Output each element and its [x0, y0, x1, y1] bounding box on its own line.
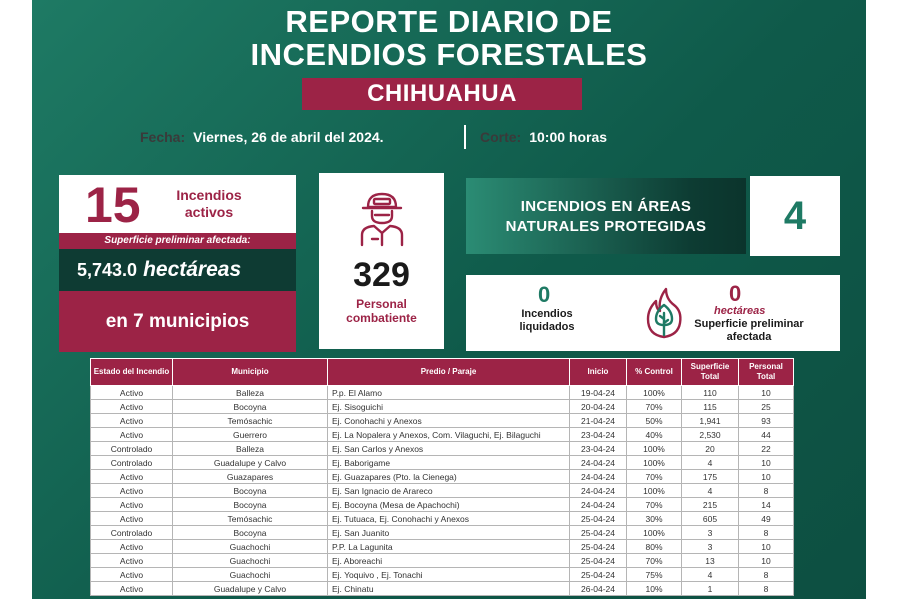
- cell-personnel: 10: [739, 386, 794, 400]
- cell-start: 20-04-24: [570, 400, 627, 414]
- date-separator: [464, 125, 466, 149]
- cut-label: Corte:: [480, 129, 522, 145]
- active-fires-count: 15: [85, 177, 141, 233]
- table-row: [91, 442, 794, 456]
- cell-start: 23-04-24: [570, 428, 627, 442]
- cell-surface: 3: [682, 526, 739, 540]
- cell-personnel: 14: [739, 498, 794, 512]
- cell-surface: 215: [682, 498, 739, 512]
- cell-municipality: Temósachic: [173, 414, 328, 428]
- cell-control: 80%: [627, 540, 682, 554]
- state-name: CHIHUAHUA: [302, 78, 582, 110]
- liquidated-label-line1: Incendios: [521, 308, 573, 320]
- cell-municipality: Guachochi: [173, 554, 328, 568]
- cell-municipality: Balleza: [173, 442, 328, 456]
- cell-control: 10%: [627, 582, 682, 596]
- table-row: [91, 582, 794, 596]
- cell-municipality: Guazapares: [173, 470, 328, 484]
- cell-start: 25-04-24: [570, 526, 627, 540]
- cell-municipality: Balleza: [173, 386, 328, 400]
- cut-line: [480, 127, 607, 147]
- cell-control: 100%: [627, 526, 682, 540]
- col-header-start: Inicio: [570, 359, 627, 386]
- liquidated-label: [506, 308, 588, 334]
- fires-table: [90, 358, 794, 596]
- cell-municipality: Temósachic: [173, 512, 328, 526]
- cell-personnel: 49: [739, 512, 794, 526]
- cell-surface: 4: [682, 568, 739, 582]
- cell-control: 50%: [627, 414, 682, 428]
- firefighter-icon: [358, 189, 406, 247]
- cell-control: 70%: [627, 400, 682, 414]
- cell-surface: 110: [682, 386, 739, 400]
- col-header-control: % Control: [627, 359, 682, 386]
- cell-municipality: Guadalupe y Calvo: [173, 582, 328, 596]
- liquidated-count: 0: [538, 282, 551, 307]
- table-row: [91, 568, 794, 582]
- cell-property: Ej. Yoquivo , Ej. Tonachi: [328, 568, 570, 582]
- cell-start: 26-04-24: [570, 582, 627, 596]
- date-line: [140, 127, 384, 147]
- cell-control: 70%: [627, 470, 682, 484]
- cell-property: Ej. Tutuaca, Ej. Conohachi y Anexos: [328, 512, 570, 526]
- protected-areas-label-line1: INCENDIOS EN ÁREAS: [520, 198, 692, 215]
- table-row: [91, 554, 794, 568]
- cell-status: Controlado: [91, 526, 173, 540]
- cell-control: 70%: [627, 554, 682, 568]
- cell-surface: 4: [682, 456, 739, 470]
- cell-start: 24-04-24: [570, 456, 627, 470]
- col-header-municipality: Municipio: [173, 359, 328, 386]
- municipalities-label: en 7 municipios: [59, 291, 296, 352]
- cell-start: 24-04-24: [570, 498, 627, 512]
- cell-personnel: 8: [739, 582, 794, 596]
- liquidated-surface-unit: hectáreas: [714, 305, 766, 317]
- cell-control: 40%: [627, 428, 682, 442]
- table-row: [91, 400, 794, 414]
- cell-property: Ej. San Ignacio de Arareco: [328, 484, 570, 498]
- cell-surface: 605: [682, 512, 739, 526]
- cell-property: Ej. Chinatu: [328, 582, 570, 596]
- date-label: Fecha:: [140, 129, 186, 145]
- cell-status: Activo: [91, 568, 173, 582]
- cell-control: 100%: [627, 484, 682, 498]
- date-value: Viernes, 26 de abril del 2024.: [193, 129, 384, 145]
- cell-surface: 175: [682, 470, 739, 484]
- cell-personnel: 22: [739, 442, 794, 456]
- cell-surface: 1: [682, 582, 739, 596]
- cell-personnel: 8: [739, 484, 794, 498]
- cell-personnel: 10: [739, 554, 794, 568]
- liquidated-surface-label-line1: Superficie preliminar: [694, 318, 804, 330]
- cell-property: Ej. Baborigame: [328, 456, 570, 470]
- cell-start: 19-04-24: [570, 386, 627, 400]
- cell-status: Activo: [91, 414, 173, 428]
- cell-surface: 115: [682, 400, 739, 414]
- cell-start: 24-04-24: [570, 470, 627, 484]
- cut-value: 10:00 horas: [529, 129, 608, 145]
- table-row: [91, 540, 794, 554]
- cell-property: Ej. San Carlos y Anexos: [328, 442, 570, 456]
- cell-personnel: 8: [739, 568, 794, 582]
- cell-municipality: Bocoyna: [173, 498, 328, 512]
- protected-areas-label: [466, 178, 746, 254]
- table-row: [91, 428, 794, 442]
- table-row: [91, 526, 794, 540]
- cell-property: Ej. La Nopalera y Anexos, Com. Vilaguchi, Ej. Bilaguchi: [328, 428, 570, 442]
- surface-label: Superficie preliminar afectada:: [59, 233, 296, 249]
- table-row: [91, 456, 794, 470]
- cell-surface: 1,941: [682, 414, 739, 428]
- cell-start: 25-04-24: [570, 568, 627, 582]
- cell-municipality: Guerrero: [173, 428, 328, 442]
- table-row: [91, 512, 794, 526]
- cell-property: Ej. Sisoguichi: [328, 400, 570, 414]
- cell-control: 70%: [627, 498, 682, 512]
- report-title-line2: INCENDIOS FORESTALES: [250, 37, 648, 72]
- col-header-personnel: Personal Total: [739, 359, 794, 386]
- cell-status: Activo: [91, 428, 173, 442]
- table-row: [91, 484, 794, 498]
- cell-status: Activo: [91, 498, 173, 512]
- cell-surface: 20: [682, 442, 739, 456]
- cell-property: P.p. El Alamo: [328, 386, 570, 400]
- col-header-property: Predio / Paraje: [328, 359, 570, 386]
- liquidated-label-line2: liquidados: [519, 321, 575, 333]
- personnel-card: [319, 173, 444, 349]
- personnel-label-line2: combatiente: [346, 311, 417, 325]
- hectares-unit: hectáreas: [143, 258, 242, 281]
- liquidated-surface-label-line2: afectada: [726, 331, 772, 343]
- table-row: [91, 414, 794, 428]
- liquidated-card: [466, 275, 840, 351]
- cell-control: 100%: [627, 456, 682, 470]
- cell-municipality: Guachochi: [173, 568, 328, 582]
- cell-status: Activo: [91, 540, 173, 554]
- active-fires-card: [59, 175, 296, 352]
- cell-start: 24-04-24: [570, 484, 627, 498]
- cell-municipality: Bocoyna: [173, 484, 328, 498]
- cell-personnel: 10: [739, 540, 794, 554]
- cell-status: Activo: [91, 386, 173, 400]
- cell-control: 100%: [627, 386, 682, 400]
- cell-control: 30%: [627, 512, 682, 526]
- cell-status: Activo: [91, 512, 173, 526]
- personnel-label: [319, 297, 444, 325]
- cell-status: Controlado: [91, 456, 173, 470]
- cell-municipality: Bocoyna: [173, 400, 328, 414]
- protected-areas-label-line2: NATURALES PROTEGIDAS: [505, 218, 707, 235]
- cell-property: Ej. Aboreachi: [328, 554, 570, 568]
- cell-status: Activo: [91, 400, 173, 414]
- cell-property: Ej. Bocoyna (Mesa de Apachochi): [328, 498, 570, 512]
- cell-property: Ej. Conohachi y Anexos: [328, 414, 570, 428]
- cell-municipality: Bocoyna: [173, 526, 328, 540]
- cell-start: 25-04-24: [570, 512, 627, 526]
- cell-control: 75%: [627, 568, 682, 582]
- active-fires-label: Incendios activos: [176, 187, 242, 220]
- cell-status: Activo: [91, 582, 173, 596]
- cell-property: P.P. La Lagunita: [328, 540, 570, 554]
- cell-surface: 4: [682, 484, 739, 498]
- cell-surface: 13: [682, 554, 739, 568]
- cell-start: 25-04-24: [570, 540, 627, 554]
- hectares-band: [59, 249, 296, 291]
- protected-areas-count: 4: [750, 176, 840, 256]
- cell-status: Activo: [91, 554, 173, 568]
- cell-personnel: 25: [739, 400, 794, 414]
- table-header-row: [91, 359, 794, 386]
- table-row: [91, 386, 794, 400]
- forest-fire-icon: [644, 283, 684, 341]
- cell-surface: 2,530: [682, 428, 739, 442]
- cell-control: 100%: [627, 442, 682, 456]
- cell-personnel: 8: [739, 526, 794, 540]
- cell-property: Ej. San Juanito: [328, 526, 570, 540]
- cell-municipality: Guadalupe y Calvo: [173, 456, 328, 470]
- cell-personnel: 10: [739, 456, 794, 470]
- liquidated-surface-count: 0: [729, 281, 742, 306]
- cell-status: Activo: [91, 470, 173, 484]
- cell-municipality: Guachochi: [173, 540, 328, 554]
- cell-surface: 3: [682, 540, 739, 554]
- cell-personnel: 93: [739, 414, 794, 428]
- report-title-line1: REPORTE DIARIO DE: [285, 4, 613, 39]
- table-row: [91, 498, 794, 512]
- cell-personnel: 44: [739, 428, 794, 442]
- col-header-surface: Superficie Total: [682, 359, 739, 386]
- cell-status: Activo: [91, 484, 173, 498]
- cell-start: 25-04-24: [570, 554, 627, 568]
- liquidated-surface-label: [684, 318, 814, 344]
- table-row: [91, 470, 794, 484]
- fires-table-wrap: [90, 358, 793, 596]
- cell-status: Controlado: [91, 442, 173, 456]
- cell-start: 21-04-24: [570, 414, 627, 428]
- cell-property: Ej. Guazapares (Pto. la Cienega): [328, 470, 570, 484]
- personnel-label-line1: Personal: [356, 297, 407, 311]
- col-header-status: Estado del Incendio: [91, 359, 173, 386]
- table-body: [91, 386, 794, 596]
- report-poster: [32, 0, 866, 599]
- hectares-value: 5,743.0: [77, 260, 138, 280]
- cell-personnel: 10: [739, 470, 794, 484]
- cell-start: 23-04-24: [570, 442, 627, 456]
- personnel-count: 329: [353, 256, 410, 294]
